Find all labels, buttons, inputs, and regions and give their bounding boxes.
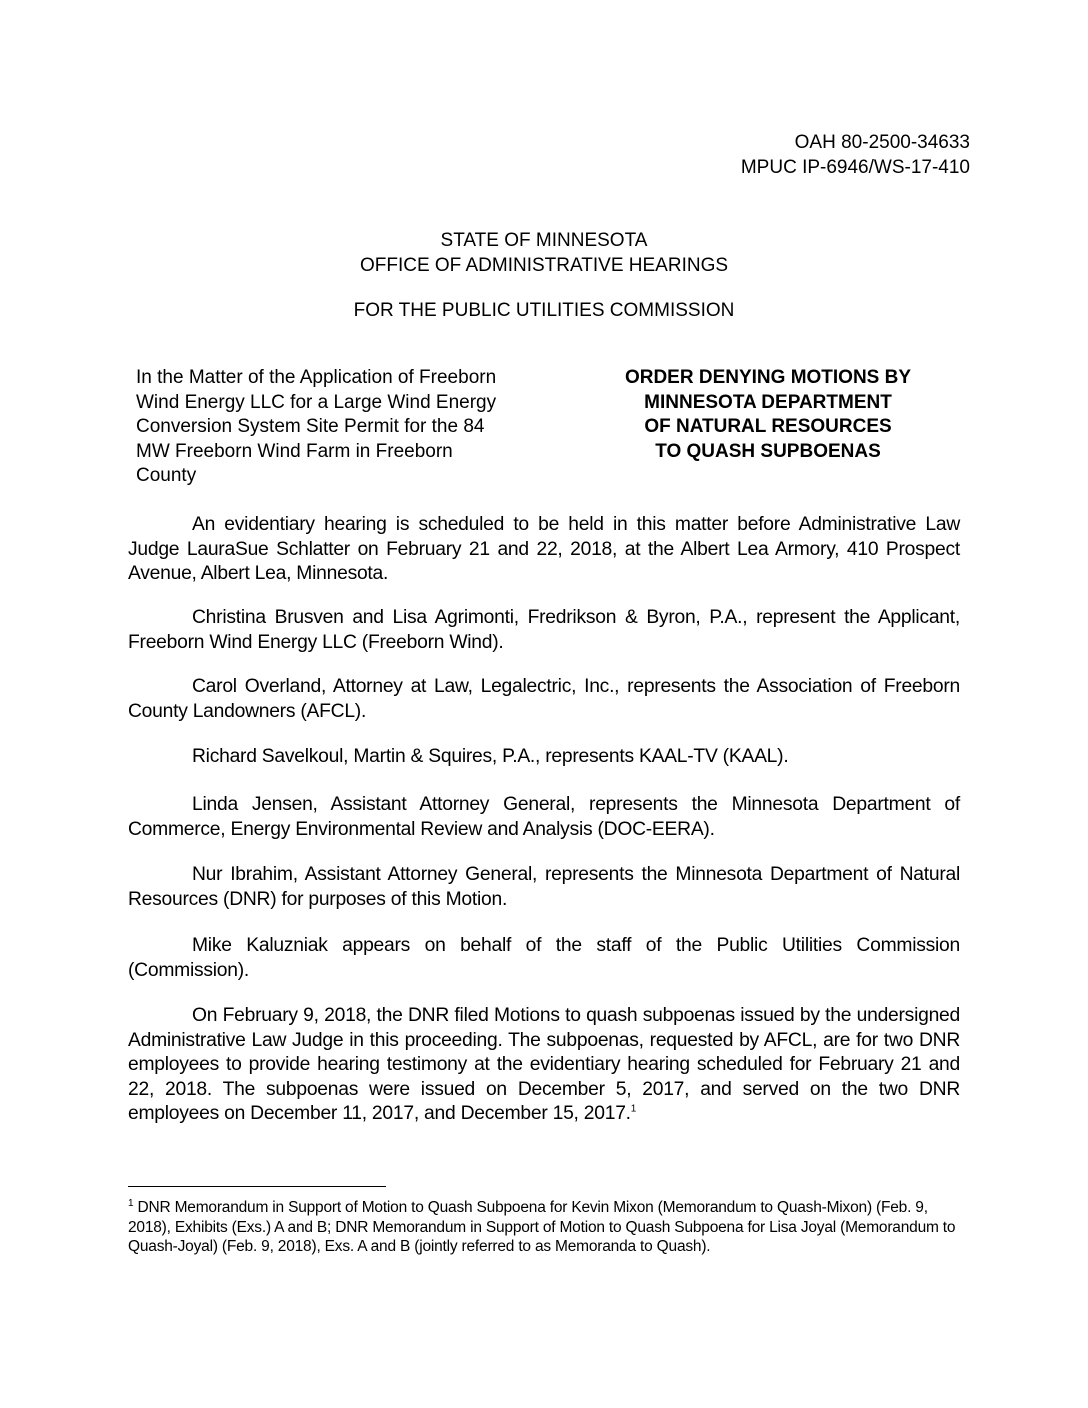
matter-line: County [136,465,197,486]
header-office: OFFICE OF ADMINISTRATIVE HEARINGS [359,255,729,276]
order-title-line: ORDER DENYING MOTIONS BY [624,367,912,388]
footnote-separator [128,1186,386,1187]
paragraph-dnr-counsel: Nur Ibrahim, Assistant Attorney General, represents the Minnesota Department of Natural Resources (DNR) for purposes of this Motion. [128,864,960,910]
footnote-number: 1 [128,1197,134,1209]
footnote-text: DNR Memorandum in Support of Motion to Quash Subpoena for Kevin Mixon (Memorandum to Quash-Mixon) (Feb. 9, 2018), Exhibits (Exs.) A and B; DNR Memorandum in Support of Motion to Quash Subpoena for Lisa Joyal (Memorandum to Quash-Joyal) (Feb. 9, 2018), Exs. A and B (jointly referred to as Memoranda to Quash). [128,1199,956,1255]
matter-line: MW Freeborn Wind Farm in Freeborn [136,440,453,462]
matter-line: In the Matter of the Application of Freeborn [136,367,497,388]
footnote-reference[interactable]: 1 [630,1103,637,1115]
paragraph-kaal-counsel: Richard Savelkoul, Martin & Squires, P.A., represents KAAL-TV (KAAL). [192,746,789,767]
mpuc-case-number: MPUC IP-6946/WS-17-410 [740,157,970,178]
order-title-line: OF NATURAL RESOURCES [644,416,892,437]
paragraph-doc-eera-counsel: Linda Jensen, Assistant Attorney General, represents the Minnesota Department of Commerce, Energy Environmental Review and Analysis (DOC-EERA). [128,794,960,840]
header-state: STATE OF MINNESOTA [440,230,648,251]
matter-caption [136,366,566,489]
paragraph-motions: On February 9, 2018, the DNR filed Motions to quash subpoenas issued by the undersigned Administrative Law Judge in this proceeding. The subpoenas, requested by AFCL, are for two DNR employees to provide hearing testimony at the evidentiary hearing scheduled for February 21 and 22, 2018. The subpoenas were issued on December 5, 2017, and served on the two DNR employees on December 11, 2017, and December 15, 2017.$^1$ [128,1005,960,1124]
order-title-line: MINNESOTA DEPARTMENT [644,391,892,413]
order-title-line: TO QUASH SUPBOENAS [655,440,881,462]
paragraph-afcl-counsel: Carol Overland, Attorney at Law, Legalectric, Inc., represents the Association of Freeborn County Landowners (AFCL). [128,676,960,722]
matter-line: Conversion System Site Permit for the 84 [136,416,485,437]
paragraph-hearing: An evidentiary hearing is scheduled to be held in this matter before Administrative Law Judge LauraSue Schlatter on February 21 and 22, 2018, at the Albert Lea Armory, 410 Prospect Avenue, Albert Lea, Minnesota. [128,514,960,584]
paragraph-commission-staff: Mike Kaluzniak appears on behalf of the staff of the Public Utilities Commission (Commission). [128,935,960,981]
paragraph-applicant-counsel: Christina Brusven and Lisa Agrimonti, Fredrikson & Byron, P.A., represent the Applicant, Freeborn Wind Energy LLC (Freeborn Wind). [128,607,960,653]
matter-line: Wind Energy LLC for a Large Wind Energy [136,391,497,413]
header-for: FOR THE PUBLIC UTILITIES COMMISSION [353,300,735,321]
oah-case-number: OAH 80-2500-34633 [794,132,970,153]
order-title [588,366,948,464]
footnote [128,1198,960,1257]
case-numbers [741,130,970,180]
